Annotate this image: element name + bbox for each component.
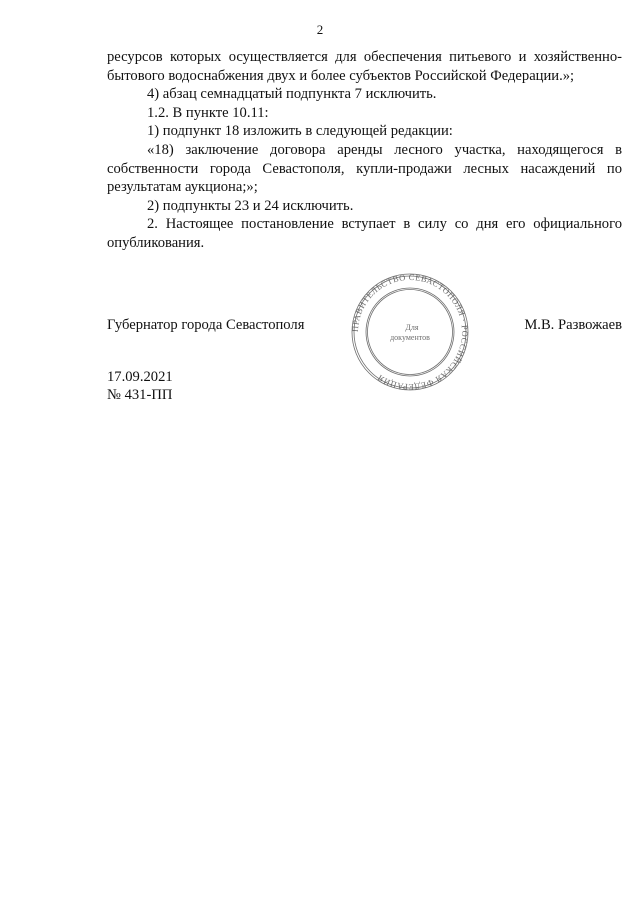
paragraph: «18) заключение договора аренды лесного участка, находящегося в собственности города Севастополя, купли-продажи лесных насаждений по результатам аукциона;»; xyxy=(107,141,622,196)
paragraph: 1.2. В пункте 10.11: xyxy=(147,104,269,121)
signatory-name: М.В. Развожаев xyxy=(524,317,622,333)
seal-inner-line2: документов xyxy=(390,333,430,342)
paragraph: 1) подпункт 18 изложить в следующей редакции: xyxy=(147,123,453,140)
paragraph: 4) абзац семнадцатый подпункта 7 исключить. xyxy=(147,86,437,103)
paragraph: 2) подпункты 23 и 24 исключить. xyxy=(147,197,354,214)
document-body xyxy=(107,48,622,253)
document-number: № 431-ПП xyxy=(107,387,173,403)
official-seal-stamp xyxy=(340,272,480,392)
page-number: 2 xyxy=(316,22,324,37)
signatory-title: Губернатор города Севастополя xyxy=(107,317,305,333)
paragraph: ресурсов которых осуществляется для обеспечения питьевого и хозяйственно-бытового водоснабжения двух и более субъектов Российской Федерации.»; xyxy=(107,49,622,84)
document-date: 17.09.2021 xyxy=(107,369,173,385)
seal-outer-text: ПРАВИТЕЛЬСТВО СЕВАСТОПОЛЯ · РОССИЙСКАЯ ФЕДЕРАЦИЯ xyxy=(349,272,471,392)
svg-text:ПРАВИТЕЛЬСТВО СЕВАСТОПОЛЯ · РО xyxy=(350,272,470,392)
paragraph: 2. Настоящее постановление вступает в силу со дня его официального опубликования. xyxy=(107,216,622,251)
seal-inner-line1: Для xyxy=(405,323,419,332)
